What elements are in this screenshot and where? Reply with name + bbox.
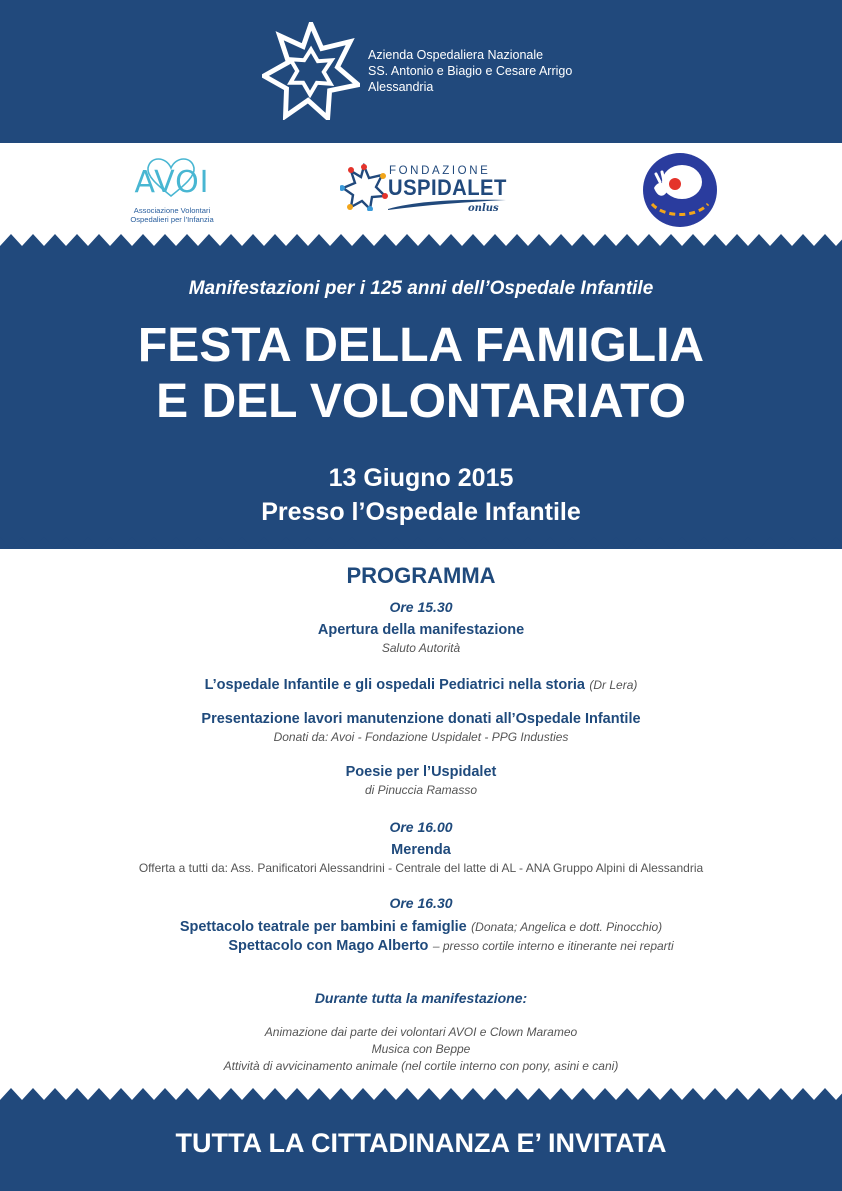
avoi-subtitle-line-2: Ospedalieri per l'Infanzia <box>130 215 214 224</box>
programme-during-item-1: Animazione dai parte dei volontari AVOI e Clown Marameo <box>264 1025 578 1039</box>
programme-time-2: Ore 16.00 <box>389 819 453 835</box>
event-title-line-1: FESTA DELLA FAMIGLIA <box>137 319 705 372</box>
uspidalet-onlus-label: onlus <box>468 203 499 214</box>
programme-activity-7-row <box>30 937 842 955</box>
avoi-logo <box>118 154 226 224</box>
programme-time-3: Ore 16.30 <box>389 895 453 911</box>
programme-activity-4: Poesie per l’Uspidalet <box>345 764 497 780</box>
uspidalet-logo <box>340 161 512 219</box>
programme-activity-2-note: (Dr Lera) <box>589 678 638 692</box>
programme-activity-1-note: Saluto Autorità <box>381 641 461 655</box>
programme-activity-5: Merenda <box>391 842 451 858</box>
programme-activity-2-row <box>0 676 842 694</box>
programme-activity-2: L’ospedale Infantile e gli ospedali Pediatrici nella storia <box>204 677 585 693</box>
programme-title: PROGRAMMA <box>346 563 496 588</box>
uspidalet-name-label: USPIDALET <box>388 175 507 200</box>
programme-during-title: Durante tutta la manifestazione: <box>314 990 528 1006</box>
hospital-name-line-2: SS. Antonio e Biagio e Cesare Arrigo <box>368 64 573 78</box>
programme-during-item-3: Attività di avvicinamento animale (nel cortile interno con pony, asini e cani) <box>223 1059 619 1073</box>
hospital-name-line-3: Alessandria <box>368 80 434 94</box>
programme-activity-1: Apertura della manifestazione <box>317 622 525 638</box>
zigzag-divider-footer <box>0 1088 842 1100</box>
zigzag-divider-bottom <box>0 537 842 549</box>
programme-time-1: Ore 15.30 <box>389 599 453 615</box>
event-title <box>0 318 842 430</box>
event-venue: Presso l’Ospedale Infantile <box>261 498 581 526</box>
programme-activity-3-note: Donati da: Avoi - Fondazione Uspidalet - PPG Industies <box>273 730 569 744</box>
footer-invitation: TUTTA LA CITTADINANZA E’ INVITATA <box>175 1128 667 1158</box>
zigzag-divider-top <box>0 234 842 246</box>
avoi-wordmark: AVOI <box>134 165 210 200</box>
programme-activity-3: Presentazione lavori manutenzione donati all’Ospedale Infantile <box>201 711 641 727</box>
sponsor-logo-row <box>0 143 842 235</box>
programme-activity-6-row <box>0 918 842 936</box>
programme-activity-5-note: Offerta a tutti da: Ass. Panificatori Alessandrini - Centrale del latte di AL - ANA Gruppo Alpini di Alessandria <box>138 861 704 875</box>
avoi-subtitle-line-1: Associazione Volontari <box>133 206 211 215</box>
header-band <box>0 0 842 143</box>
clown-marameo-badge-icon <box>642 152 718 228</box>
programme-activity-7-note: – presso cortile interno e itinerante nei reparti <box>432 939 674 953</box>
hospital-star-logo-icon <box>262 22 360 120</box>
event-subtitle: Manifestazioni per i 125 anni dell’Ospedale Infantile <box>188 278 654 299</box>
event-title-line-2: E DEL VOLONTARIATO <box>156 375 686 428</box>
hospital-name <box>368 47 628 95</box>
uspidalet-fondazione-label: FONDAZIONE <box>389 165 491 177</box>
programme-activity-4-note: di Pinuccia Ramasso <box>364 783 478 797</box>
programme-activity-6-note: (Donata; Angelica e dott. Pinocchio) <box>471 920 663 934</box>
avoi-subtitle <box>118 206 226 224</box>
uspidalet-star-icon <box>340 163 388 211</box>
programme-activity-7: Spettacolo con Mago Alberto <box>228 938 429 954</box>
programme-activity-6: Spettacolo teatrale per bambini e famiglie <box>179 919 467 935</box>
event-date: 13 Giugno 2015 <box>328 464 514 492</box>
hospital-name-line-1: Azienda Ospedaliera Nazionale <box>368 48 544 62</box>
event-date-venue <box>0 461 842 529</box>
programme-during-item-2: Musica con Beppe <box>371 1042 471 1056</box>
